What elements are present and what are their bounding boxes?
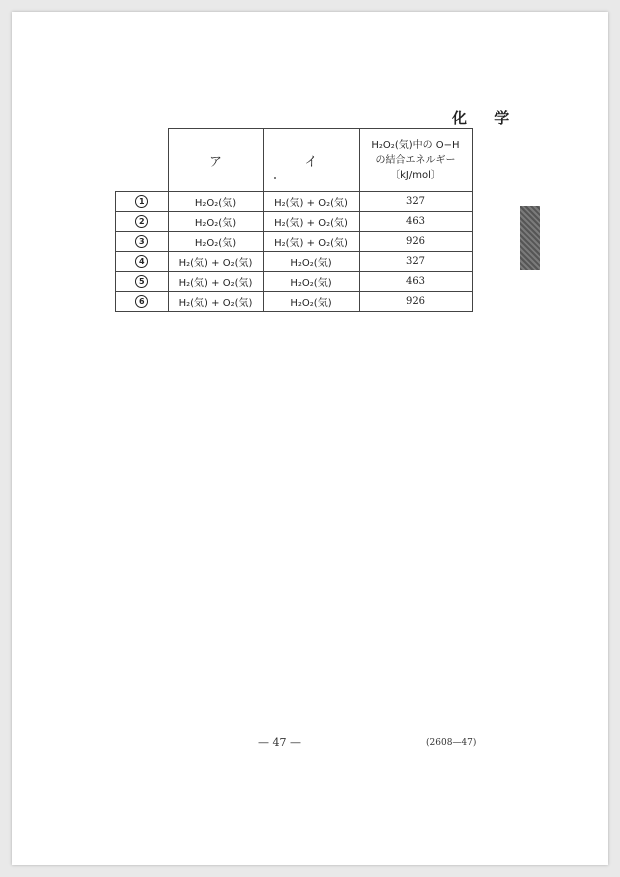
choice-number: 3 — [135, 235, 148, 248]
table-row — [116, 272, 473, 292]
choice-number-cell — [116, 252, 169, 272]
cell-a: H₂(気) + O₂(気) — [168, 272, 263, 292]
table-header-row — [116, 129, 473, 192]
table-row — [116, 252, 473, 272]
header-bond-energy-line1: H₂O₂(気)中の O−H — [371, 139, 460, 151]
header-bond-energy — [359, 129, 472, 192]
cell-i: H₂O₂(気) — [263, 252, 359, 272]
cell-i: H₂O₂(気) — [263, 292, 359, 312]
cell-energy: 463 — [359, 272, 472, 292]
cell-energy: 327 — [359, 252, 472, 272]
choice-number: 4 — [135, 255, 148, 268]
table-row — [116, 212, 473, 232]
header-a: ア — [168, 129, 263, 192]
choice-number-cell — [116, 232, 169, 252]
cell-a: H₂O₂(気) — [168, 192, 263, 212]
choice-number-cell — [116, 212, 169, 232]
corner-cell — [116, 129, 169, 192]
section-edge-tab — [520, 206, 540, 270]
cell-energy: 926 — [359, 232, 472, 252]
header-bond-energy-line3: 〔kJ/mol〕 — [390, 169, 441, 181]
choice-number-cell — [116, 192, 169, 212]
cell-energy: 463 — [359, 212, 472, 232]
cell-a: H₂O₂(気) — [168, 212, 263, 232]
choice-number: 6 — [135, 295, 148, 308]
cell-i: H₂O₂(気) — [263, 272, 359, 292]
choice-number-cell — [116, 292, 169, 312]
exam-code: (2608—47) — [426, 738, 477, 748]
cell-i: H₂(気) + O₂(気) — [263, 192, 359, 212]
header-bond-energy-line2: の結合エネルギー — [375, 154, 456, 166]
cell-a: H₂(気) + O₂(気) — [168, 292, 263, 312]
cell-a: H₂O₂(気) — [168, 232, 263, 252]
cell-i: H₂(気) + O₂(気) — [263, 232, 359, 252]
subject-title: 化 学 — [452, 109, 521, 127]
table-row — [116, 292, 473, 312]
cell-i: H₂(気) + O₂(気) — [263, 212, 359, 232]
table-row — [116, 232, 473, 252]
choice-number: 2 — [135, 215, 148, 228]
table-row — [116, 192, 473, 212]
choice-number-cell — [116, 272, 169, 292]
cell-a: H₂(気) + O₂(気) — [168, 252, 263, 272]
header-i: イ — [263, 129, 359, 192]
page-number: — 47 — — [258, 736, 301, 749]
answer-choices-table — [115, 128, 473, 312]
cell-energy: 327 — [359, 192, 472, 212]
choice-number: 1 — [135, 195, 148, 208]
choice-number: 5 — [135, 275, 148, 288]
cell-energy: 926 — [359, 292, 472, 312]
